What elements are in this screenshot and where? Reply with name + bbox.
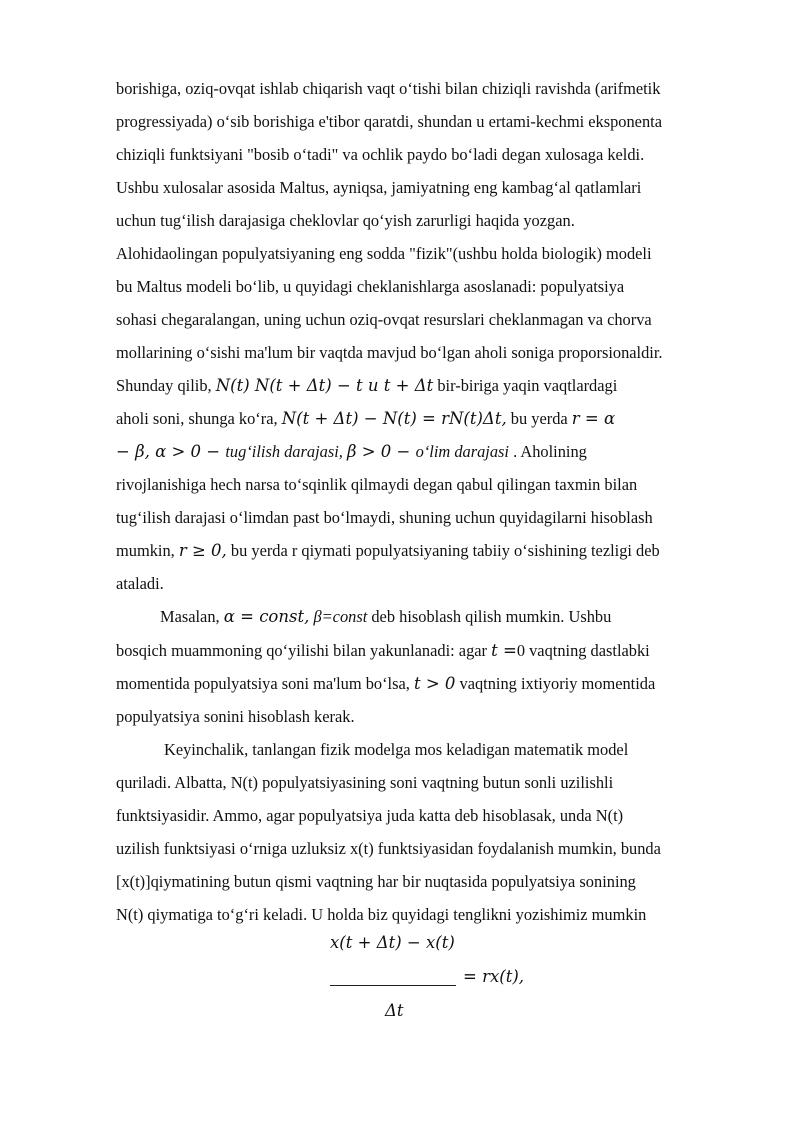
text-line: funktsiyasidir. Ammo, agar populyatsiya juda katta deb hisoblasak, unda N(t): [116, 806, 624, 825]
text-line: N(t) qiymatiga to‘g‘ri keladi. U holda biz quyidagi tenglikni yozishimiz mumkin: [116, 905, 647, 924]
math-expression: t > 0: [413, 674, 456, 693]
fraction-bar: [330, 985, 456, 986]
text-run: deb hisoblash qilish mumkin. Ushbu: [367, 607, 612, 626]
italic-term: β=const: [309, 607, 368, 626]
math-expression: − β, α > 0 −: [116, 442, 226, 461]
text-run: mumkin,: [116, 541, 179, 560]
formula-denominator: Δt: [385, 1001, 404, 1020]
text-run: aholi soni, shunga ko‘ra,: [116, 409, 282, 428]
formula-rhs: = rx(t),: [463, 967, 525, 986]
text-line: [116, 442, 587, 462]
formula-numerator: x(t + Δt) − x(t): [330, 933, 455, 952]
italic-term: tug‘ilish darajasi,: [225, 442, 347, 461]
text-line: Alohidaolingan populyatsiyaning eng sodda "fizik"(ushbu holda biologik) modeli: [116, 244, 652, 263]
text-line: mollarining o‘sishi ma'lum bir vaqtda mavjud bo‘lgan aholi soniga proporsionaldir.: [116, 343, 663, 362]
text-line: [x(t)]qiymatining butun qismi vaqtning har bir nuqtasida populyatsiya sonining: [116, 872, 636, 891]
text-run: bosqich muammoning qo‘yilishi bilan yakunlanadi: agar: [116, 641, 492, 660]
text-line: borishiga, oziq-ovqat ishlab chiqarish vaqt o‘tishi bilan chiziqli ravishda (arifmetik: [116, 79, 661, 98]
text-line: bu Maltus modeli bo‘lib, u quyidagi cheklanishlarga asoslanadi: populyatsiya: [116, 277, 625, 296]
text-run: bu yerda r qiymati populyatsiyaning tabiiy o‘sishining tezligi deb: [226, 541, 660, 560]
text-line: [116, 641, 650, 661]
text-line: Keyinchalik, tanlangan fizik modelga mos keladigan matematik model: [164, 740, 629, 759]
math-expression: α = const,: [223, 607, 310, 626]
text-line: [116, 674, 655, 694]
text-line: quriladi. Albatta, N(t) populyatsiyasining soni vaqtning butun sonli uzilishli: [116, 773, 614, 792]
text-line: Ushbu xulosalar asosida Maltus, ayniqsa, jamiyatning eng kambag‘al qatlamlari: [116, 178, 642, 197]
text-run: Shunday qilib,: [116, 376, 216, 395]
text-line: [116, 409, 615, 429]
text-line: rivojlanishiga hech narsa to‘sqinlik qilmaydi degan qabul qilingan taxmin bilan: [116, 475, 638, 494]
math-expression: r = α: [571, 409, 616, 428]
text-line: progressiyada) o‘sib borishiga e'tibor qaratdi, shundan u ertami-kechmi eksponenta: [116, 112, 662, 131]
math-expression: t =: [491, 641, 517, 660]
math-expression: β > 0 −: [346, 442, 416, 461]
text-line: ataladi.: [116, 574, 164, 593]
text-line: uzilish funktsiyasi o‘rniga uzluksiz x(t) funktsiyasidan foydalanish mumkin, bunda: [116, 839, 661, 858]
text-line: [160, 607, 611, 627]
text-line: chiziqli funktsiyani "bosib o‘tadi" va ochlik paydo bo‘ladi degan xulosaga keldi.: [116, 145, 645, 164]
text-run: bir-biriga yaqin vaqtlardagi: [433, 376, 618, 395]
math-expression: N(t + Δt) − N(t) = rN(t)Δt,: [281, 409, 507, 428]
math-expression: N(t) N(t + Δt) − t и t + Δt: [215, 376, 434, 395]
text-line: tug‘ilish darajasi o‘limdan past bo‘lmaydi, shuning uchun quyidagilarni hisoblash: [116, 508, 653, 527]
text-run: bu yerda: [506, 409, 572, 428]
text-line: sohasi chegaralangan, uning uchun oziq-ovqat resurslari cheklanmagan va chorva: [116, 310, 652, 329]
text-line: populyatsiya sonini hisoblash kerak.: [116, 707, 355, 726]
text-line: [116, 541, 660, 561]
italic-term: o‘lim darajasi: [415, 442, 509, 461]
text-run: vaqtning ixtiyoriy momentida: [455, 674, 656, 693]
text-run: momentida populyatsiya soni ma'lum bo‘lsa,: [116, 674, 414, 693]
math-expression: r ≥ 0,: [178, 541, 227, 560]
text-line: [116, 376, 617, 396]
text-run: Masalan,: [160, 607, 224, 626]
text-line: uchun tug‘ilish darajasiga cheklovlar qo‘yish zarurligi haqida yozgan.: [116, 211, 575, 230]
text-run: 0 vaqtning dastlabki: [516, 641, 650, 660]
text-run: . Aholining: [508, 442, 587, 461]
